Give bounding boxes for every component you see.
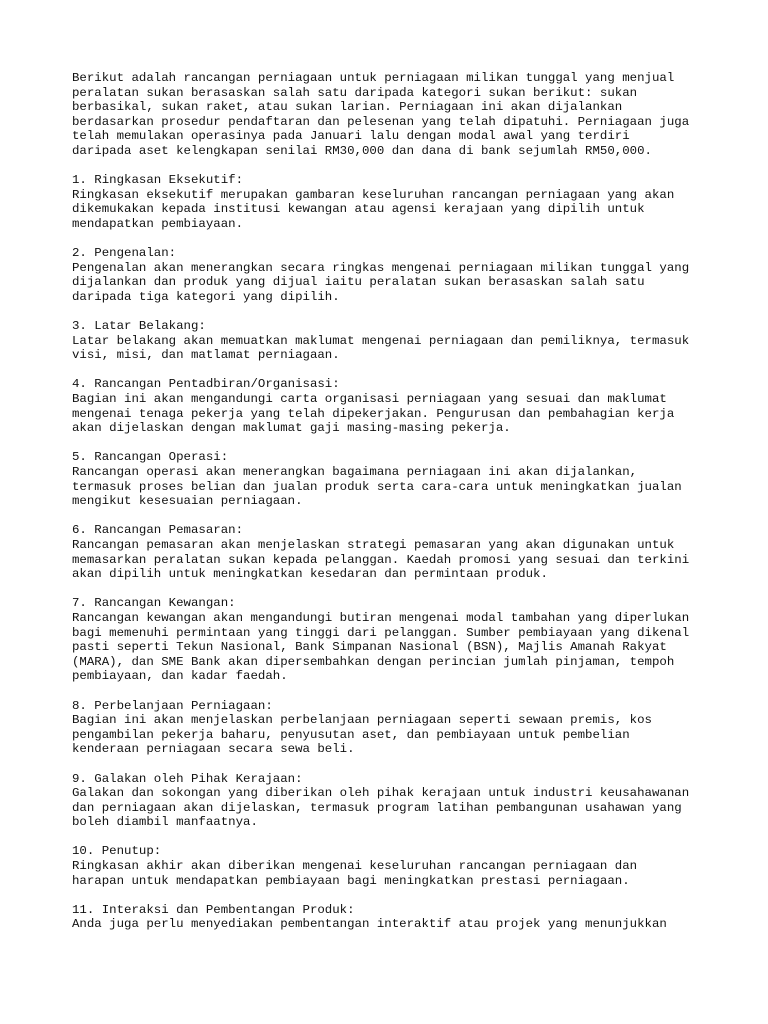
section-body: Ringkasan akhir akan diberikan mengenai keseluruhan rancangan perniagaan dan harapan untuk mendapatkan pembiayaan bagi meningkatkan prestasi perniagaan. [72, 859, 638, 888]
section-heading: 9. Galakan oleh Pihak Kerajaan: [72, 771, 303, 786]
section-ringkasan-eksekutif [72, 173, 712, 231]
section-interaksi-pembentangan [72, 903, 712, 932]
section-pengenalan [72, 246, 712, 304]
section-body: Bagian ini akan mengandungi carta organisasi perniagaan yang sesuai dan maklumat mengenai tenaga pekerja yang telah dipekerjakan. Pengurusan dan pembahagian kerja akan dijelaskan dengan maklumat gaji masing-masing pekerja. [72, 392, 675, 436]
section-heading: 5. Rancangan Operasi: [72, 450, 229, 465]
section-heading: 2. Pengenalan: [72, 246, 177, 261]
section-body: Ringkasan eksekutif merupakan gambaran keseluruhan rancangan perniagaan yang akan dikemukakan kepada institusi kewangan atau agensi kerajaan yang dipilih untuk mendapatkan pembiayaan. [72, 187, 675, 231]
section-body: Anda juga perlu menyediakan pembentangan interaktif atau projek yang menunjukkan [72, 917, 667, 932]
section-heading: 1. Ringkasan Eksekutif: [72, 173, 244, 188]
section-body: Rancangan pemasaran akan menjelaskan strategi pemasaran yang akan digunakan untuk memasarkan peralatan sukan kepada pelanggan. Kaedah promosi yang sesuai dan terkini akan dipilih untuk meningkatkan kesedaran dan permintaan produk. [72, 538, 690, 582]
section-galakan-kerajaan [72, 772, 712, 830]
section-body: Latar belakang akan memuatkan maklumat mengenai perniagaan dan pemiliknya, termasuk visi, misi, dan matlamat perniagaan. [72, 333, 690, 363]
section-body: Bagian ini akan menjelaskan perbelanjaan perniagaan seperti sewaan premis, kos pengambilan pekerja baharu, penyusutan aset, dan pembiayaan untuk pembelian kenderaan perniagaan secara sewa beli. [72, 713, 652, 757]
section-heading: 7. Rancangan Kewangan: [72, 596, 236, 611]
section-heading: 10. Penutup: [72, 844, 162, 859]
section-rancangan-pentadbiran [72, 377, 712, 435]
section-rancangan-kewangan [72, 596, 712, 684]
section-body: Galakan dan sokongan yang diberikan oleh pihak kerajaan untuk industri keusahawanan dan perniagaan akan dijelaskan, termasuk program latihan pembangunan usahawan yang boleh diambil manfaatnya. [72, 786, 690, 830]
section-body: Rancangan operasi akan menerangkan bagaimana perniagaan ini akan dijalankan, termasuk proses belian dan jualan produk serta cara-cara untuk meningkatkan jualan mengikut kesesuaian perniagaan. [72, 465, 682, 509]
section-latar-belakang [72, 319, 712, 363]
document-page [72, 71, 712, 947]
section-heading: 8. Perbelanjaan Perniagaan: [72, 698, 273, 713]
section-heading: 4. Rancangan Pentadbiran/Organisasi: [72, 377, 340, 392]
section-body: Pengenalan akan menerangkan secara ringkas mengenai perniagaan milikan tunggal yang dijalankan dan produk yang dijual iaitu peralatan sukan berasaskan salah satu daripada tiga kategori yang dipilih. [72, 260, 690, 304]
section-heading: 6. Rancangan Pemasaran: [72, 523, 244, 538]
section-heading: 11. Interaksi dan Pembentangan Produk: [72, 902, 355, 917]
section-body: Rancangan kewangan akan mengandungi butiran mengenai modal tambahan yang diperlukan bagi memenuhi permintaan yang tinggi dari pelanggan. Sumber pembiayaan yang dikenal pasti seperti Tekun Nasional, Bank Simpanan Nasional (BSN), Majlis Amanah Rakyat (MARA), dan SME Bank akan dipersembahkan dengan perincian jumlah pinjaman, tempoh pembiayaan, dan kadar faedah. [72, 610, 690, 684]
section-heading: 3. Latar Belakang: [72, 319, 206, 334]
intro-paragraph: Berikut adalah rancangan perniagaan untuk perniagaan milikan tunggal yang menjual peralatan sukan berasaskan salah satu daripada kategori sukan berikut: sukan berbasikal, sukan raket, atau sukan larian. Perniagaan ini akan dijalankan berdasarkan prosedur pendaftaran dan pelesenan yang telah dipatuhi. Perniagaan juga telah memulakan operasinya pada Januari lalu dengan modal awal yang terdiri daripada aset kelengkapan senilai RM30,000 dan dana di bank sejumlah RM50,000. [72, 71, 690, 158]
section-rancangan-pemasaran [72, 523, 712, 581]
section-penutup [72, 844, 712, 888]
section-rancangan-operasi [72, 450, 712, 508]
section-perbelanjaan-perniagaan [72, 699, 712, 757]
